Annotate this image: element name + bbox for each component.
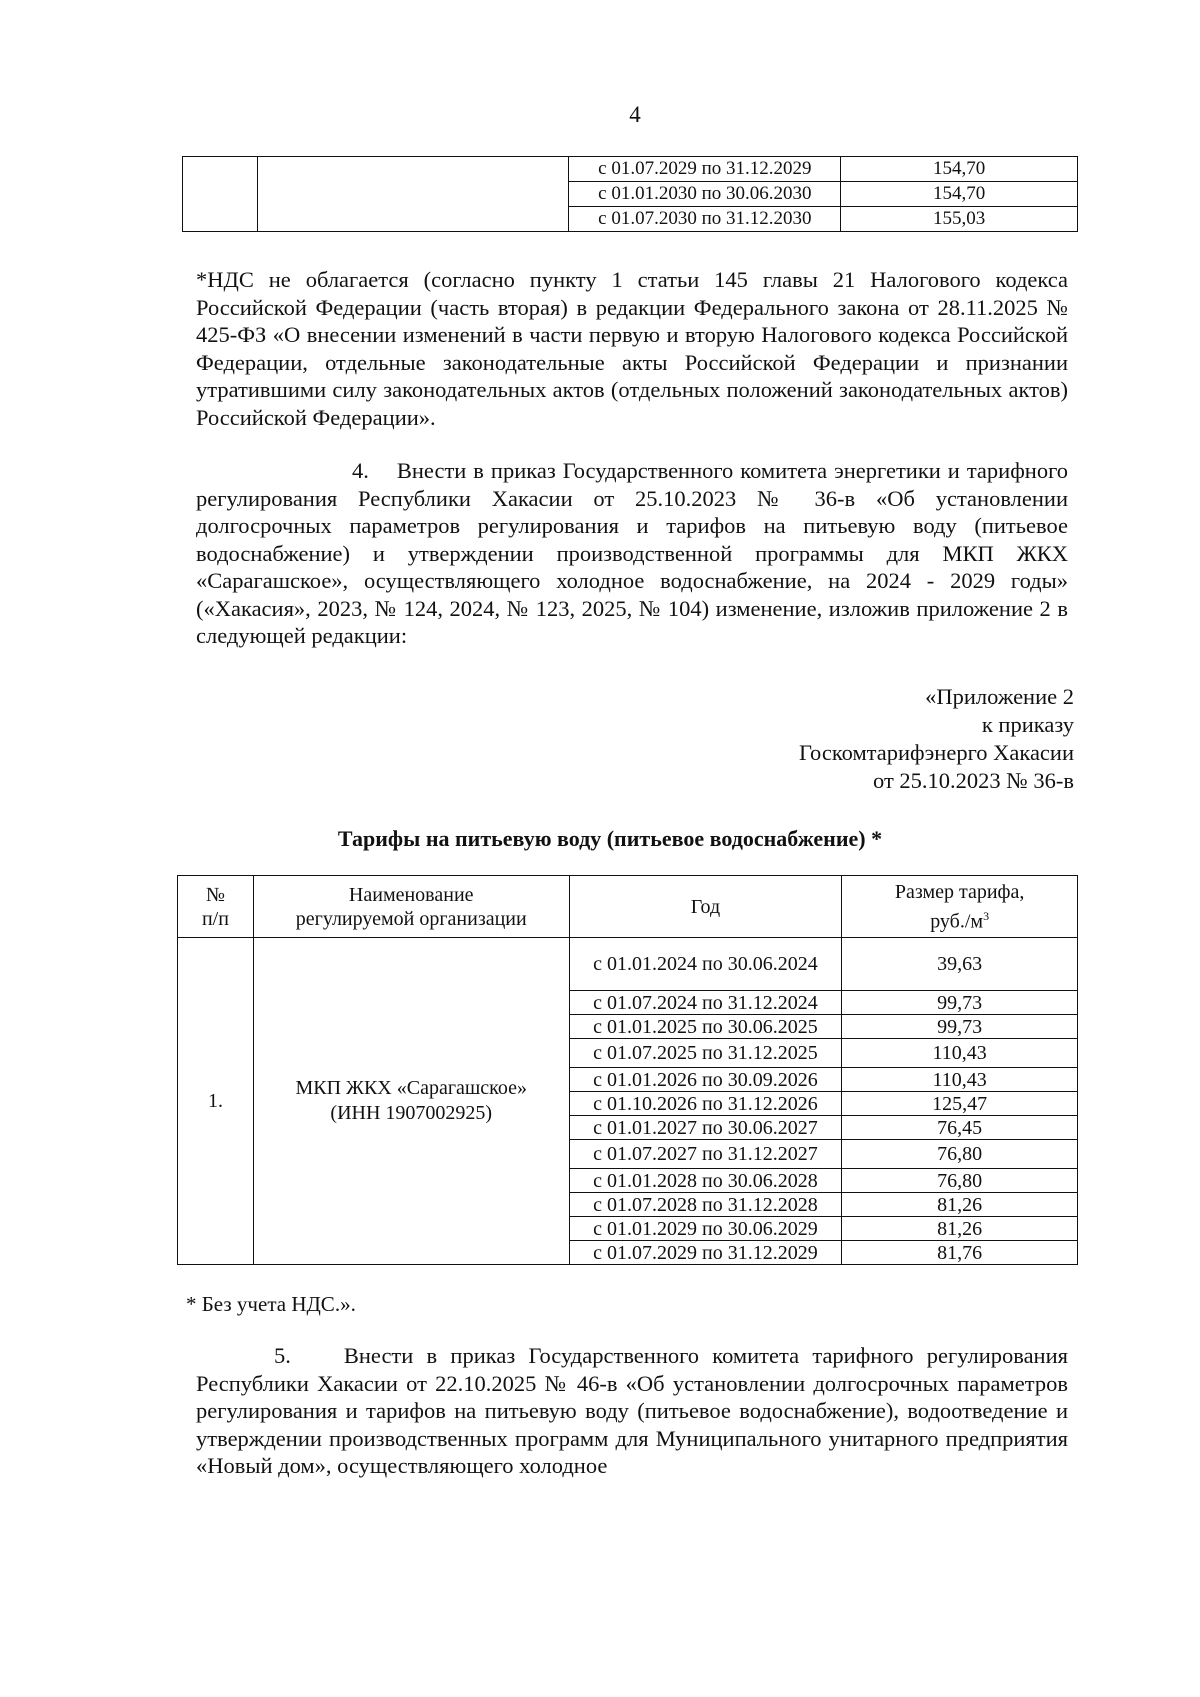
organization-name: МКП ЖКХ «Сарагашское» [295,1077,527,1099]
period-cell: с 01.07.2027 по 31.12.2027 [569,1140,842,1169]
header-tariff-line-1: Размер тарифа, [894,880,1025,903]
organization-inn: (ИНН 1907002925) [330,1102,493,1124]
item-5-number: 5. [274,1343,291,1368]
top-table-row [183,157,1078,182]
header-number-line-2: п/п [201,907,229,930]
period-cell: с 01.07.2025 по 31.12.2025 [569,1039,842,1068]
period-cell: с 01.10.2026 по 31.12.2026 [569,1092,842,1116]
tariff-table [177,875,1078,1265]
tariff-value-cell: 81,26 [842,1217,1078,1241]
period-cell: с 01.07.2024 по 31.12.2024 [569,991,842,1015]
tariff-value-cell: 110,43 [842,1068,1078,1092]
table-title: Тарифы на питьевую воду (питьевое водоснабжение) * [337,826,883,851]
table-row [178,938,1078,991]
period-cell: с 01.01.2025 по 30.06.2025 [569,1015,842,1039]
item-5-paragraph [196,1342,1068,1480]
header-number-line-1: № [205,883,225,906]
continued-tariff-table [182,156,1078,232]
appendix-line-4: от 25.10.2023 № 36-в [873,768,1074,793]
item-5-text: Внести в приказ Государственного комитета тарифного регулирования Республики Хакасии от 22.10.2025 № 46-в «Об установлении долгосрочных параметров регулирования и тарифов на питьевую воду (питьевое водоснабжение), водоотведение и утверждении производственных программ для Муниципального унитарного предприятия «Новый дом», осуществляющего холодное [196,1343,1068,1478]
item-4-paragraph [196,457,1068,650]
header-organization-line-2: регулируемой организации [295,907,527,930]
period-cell: с 01.01.2030 по 30.06.2030 [569,182,841,207]
row-number-cell: 1. [178,938,254,1265]
header-year: Год [569,876,842,938]
period-cell: с 01.01.2029 по 30.06.2029 [569,1217,842,1241]
period-cell: с 01.01.2026 по 30.09.2026 [569,1068,842,1092]
page-number: 4 [629,102,641,127]
header-tariff-unit: руб./м [930,910,984,933]
tariff-value-cell: 99,73 [842,991,1078,1015]
tariff-value-cell: 110,43 [842,1039,1078,1068]
item-4-text: Внести в приказ Государственного комитета энергетики и тарифного регулирования Республики Хакасии от 25.10.2023 № 36-в «Об установлении долгосрочных параметров регулирования и тарифов на питьевую воду (питьевое водоснабжение) и утверждении производственной программы для МКП ЖКХ «Сарагашское», осуществляющего холодное водоснабжение, на 2024 - 2029 годы» («Хакасия», 2023, № 124, 2024, № 123, 2025, № 104) изменение, изложив приложение 2 в следующей редакции: [196,458,1068,648]
period-cell: с 01.07.2030 по 31.12.2030 [569,207,841,232]
period-cell: с 01.07.2029 по 31.12.2029 [569,157,841,182]
tariff-value-cell: 125,47 [842,1092,1078,1116]
tariff-value-cell: 39,63 [842,938,1078,991]
vat-note: *НДС не облагается (согласно пункту 1 статьи 145 главы 21 Налогового кодекса Российской Федерации (часть вторая) в редакции Федерального закона от 28.11.2025 № 425-ФЗ «О внесении изменений в части первую и вторую Налогового кодекса Российской Федерации, отдельные законодательные акты Российской Федерации и признании утратившими силу законодательных актов (отдельных положений законодательных актов) Российской Федерации». [196,267,1068,430]
period-cell: с 01.01.2024 по 30.06.2024 [569,938,842,991]
tariff-value-cell: 76,80 [842,1140,1078,1169]
tariff-value-cell: 154,70 [841,182,1078,207]
tariff-value-cell: 81,76 [842,1241,1078,1265]
tariff-value-cell: 154,70 [841,157,1078,182]
header-tariff-superscript: 3 [983,908,990,923]
period-cell: с 01.07.2028 по 31.12.2028 [569,1193,842,1217]
header-organization-line-1: Наименование [348,883,474,906]
tariff-value-cell: 76,45 [842,1116,1078,1140]
period-cell: с 01.07.2029 по 31.12.2029 [569,1241,842,1265]
tariff-value-cell: 81,26 [842,1193,1078,1217]
table-footnote: * Без учета НДС.». [186,1292,356,1316]
tariff-value-cell: 155,03 [841,207,1078,232]
organization-cell [253,938,569,1265]
tariff-value-cell: 76,80 [842,1169,1078,1193]
top-table-empty-org-cell [257,157,569,232]
appendix-line-3: Госкомтарифэнерго Хакасии [799,740,1074,765]
item-4-number: 4. [352,458,369,483]
period-cell: с 01.01.2027 по 30.06.2027 [569,1116,842,1140]
tariff-value-cell: 99,73 [842,1015,1078,1039]
top-table-empty-number-cell [183,157,258,232]
header-tariff [842,876,1078,938]
appendix-reference [799,683,1074,795]
appendix-line-2: к приказу [981,712,1074,737]
header-number [178,876,254,938]
header-organization [253,876,569,938]
period-cell: с 01.01.2028 по 30.06.2028 [569,1169,842,1193]
header-tariff-line-2 [842,904,1077,934]
appendix-line-1: «Приложение 2 [925,684,1074,709]
